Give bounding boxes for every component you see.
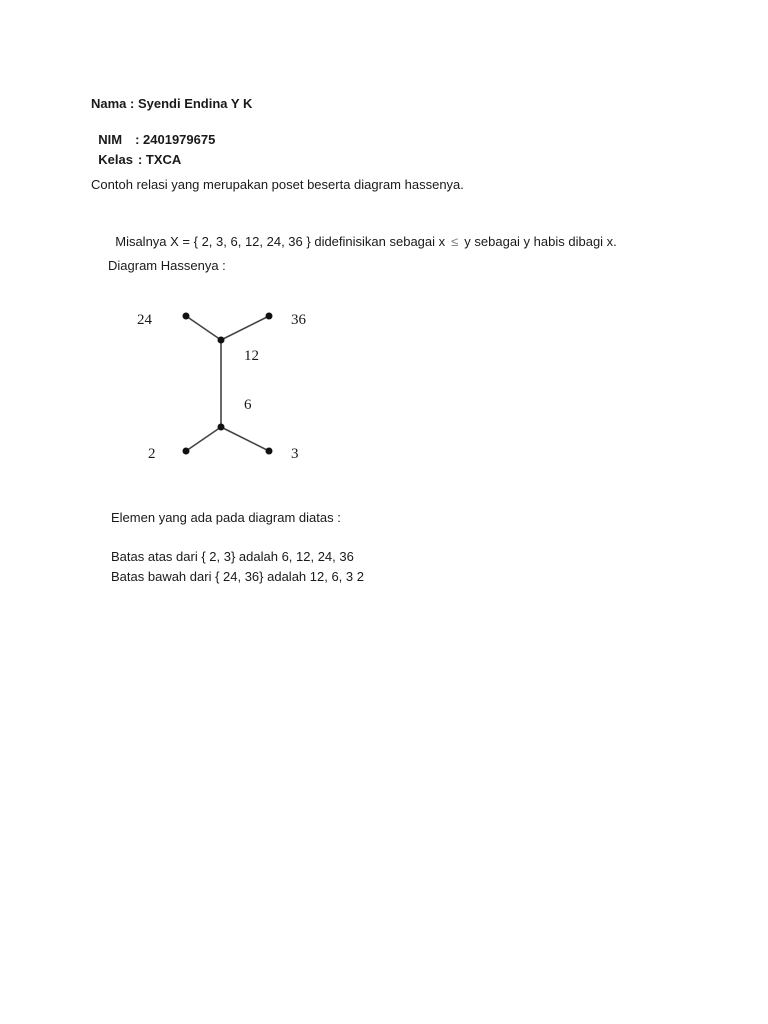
node-6 [218, 424, 225, 431]
nim-value: : 2401979675 [135, 132, 216, 147]
name-line: Nama : Syendi Endina Y K [91, 96, 253, 111]
edge-6-2 [186, 427, 221, 451]
node-12 [218, 337, 225, 344]
node-2 [183, 448, 190, 455]
elements-heading: Elemen yang ada pada diagram diatas : [111, 510, 341, 525]
label-12: 12 [244, 348, 259, 364]
leq-symbol: ≤ [451, 234, 459, 249]
definition-after: y sebagai y habis dibagi x. [464, 234, 617, 249]
kelas-label: Kelas [98, 152, 133, 167]
label-6: 6 [244, 397, 252, 413]
label-36: 36 [291, 312, 306, 328]
node-24 [183, 313, 190, 320]
label-3: 3 [291, 446, 299, 462]
intro-text: Contoh relasi yang merupakan poset beserta diagram hassenya. [91, 177, 464, 192]
kelas-value: : TXCA [137, 152, 182, 167]
edge-36-12 [221, 316, 269, 340]
definition-before: Misalnya X = { 2, 3, 6, 12, 24, 36 } didefinisikan sebagai x [115, 234, 446, 249]
node-36 [266, 313, 273, 320]
upper-bound-text: Batas atas dari { 2, 3} adalah 6, 12, 24, 36 [111, 549, 354, 564]
nim-label: NIM [98, 132, 123, 147]
edge-6-3 [221, 427, 269, 451]
label-24: 24 [137, 312, 152, 328]
diagram-title: Diagram Hassenya : [108, 258, 226, 273]
edge-24-12 [186, 316, 221, 340]
node-3 [266, 448, 273, 455]
label-2: 2 [148, 446, 156, 462]
lower-bound-text: Batas bawah dari { 24, 36} adalah 12, 6, 3 2 [111, 569, 364, 584]
